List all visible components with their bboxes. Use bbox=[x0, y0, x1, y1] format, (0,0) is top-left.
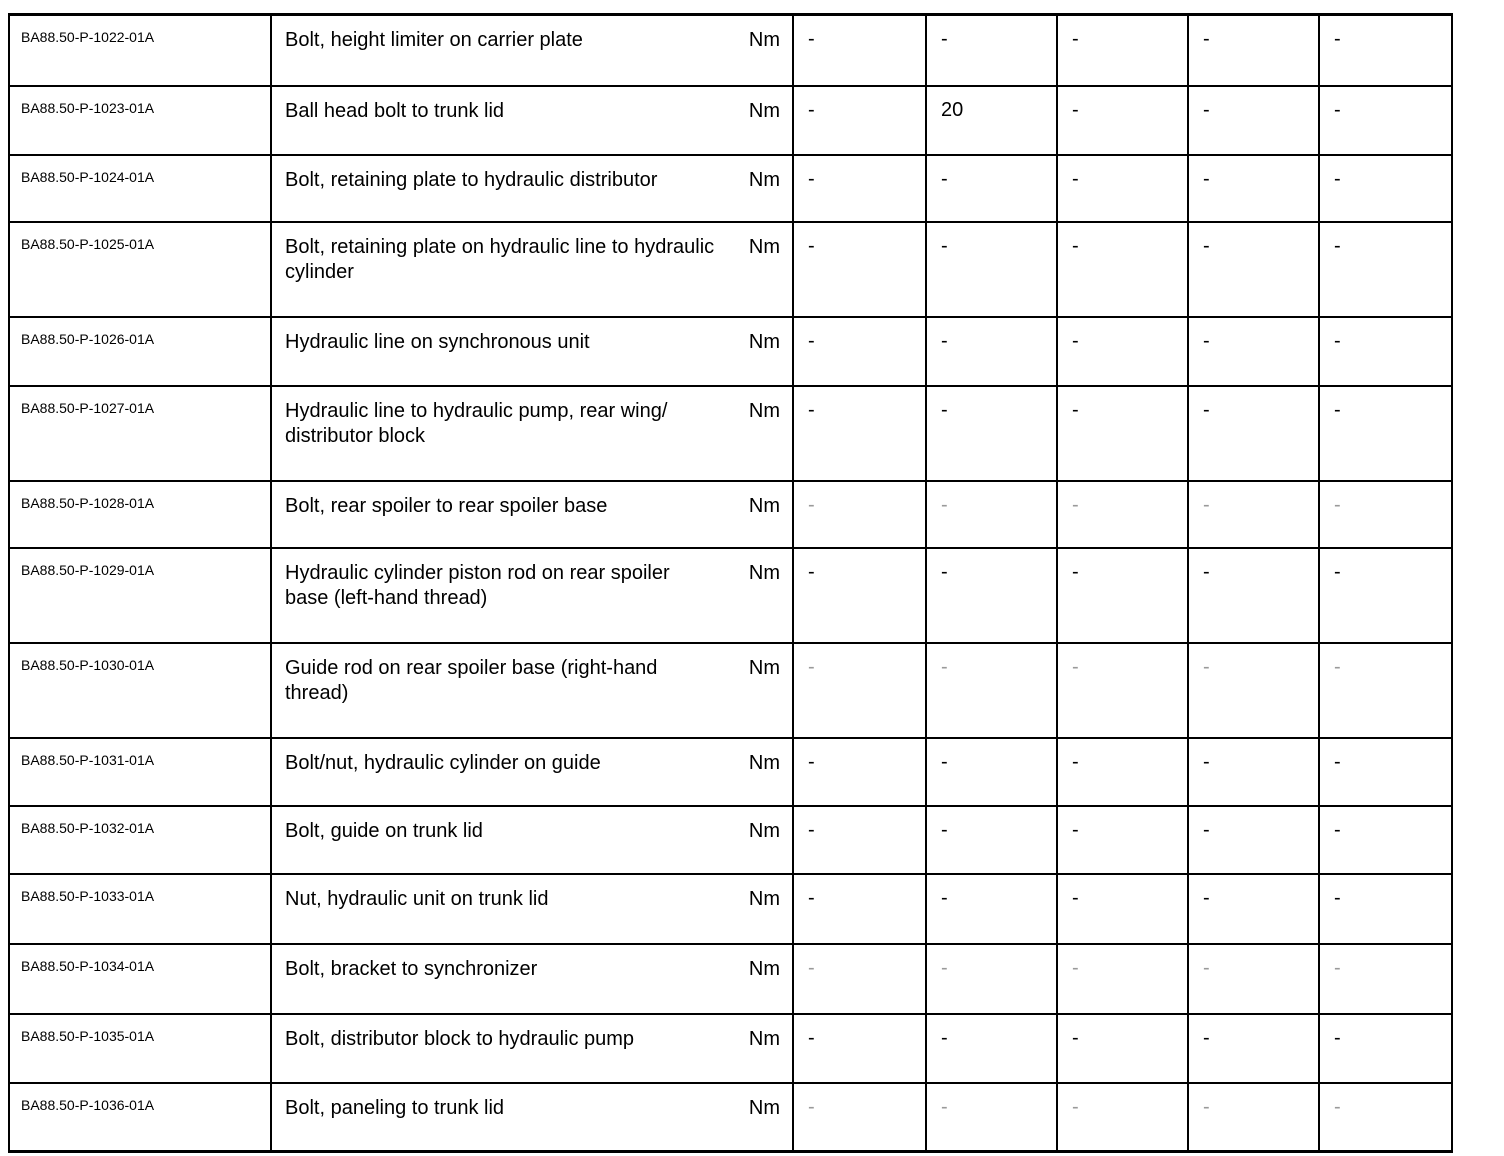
value-cell: - bbox=[1188, 386, 1319, 481]
description-cell bbox=[271, 155, 793, 222]
part-code: BA88.50-P-1023-01A bbox=[9, 86, 271, 155]
value-cell: - bbox=[1188, 155, 1319, 222]
value-cell: - bbox=[1188, 548, 1319, 643]
table-row bbox=[9, 481, 1452, 548]
value-cell: - bbox=[793, 1014, 926, 1083]
part-code: BA88.50-P-1036-01A bbox=[9, 1083, 271, 1152]
value-cell: - bbox=[926, 15, 1057, 86]
value-cell: - bbox=[1057, 944, 1188, 1014]
unit-label: Nm bbox=[748, 656, 780, 679]
table-row bbox=[9, 548, 1452, 643]
value-cell: - bbox=[1188, 738, 1319, 806]
table-row bbox=[9, 155, 1452, 222]
value-cell: - bbox=[1057, 1083, 1188, 1152]
value-cell: - bbox=[1319, 15, 1452, 86]
table-row bbox=[9, 222, 1452, 317]
value-cell: - bbox=[1057, 1014, 1188, 1083]
value-cell: - bbox=[793, 738, 926, 806]
value-cell: - bbox=[793, 874, 926, 944]
value-cell: - bbox=[1057, 386, 1188, 481]
value-cell: - bbox=[926, 386, 1057, 481]
value-cell: - bbox=[1319, 86, 1452, 155]
value-cell: - bbox=[926, 548, 1057, 643]
value-cell: - bbox=[1319, 155, 1452, 222]
description-text: Hydraulic line to hydraulic pump, rear wing/ distributor block bbox=[285, 399, 668, 447]
value-cell: - bbox=[1188, 1083, 1319, 1152]
unit-label: Nm bbox=[748, 494, 780, 517]
value-cell: - bbox=[1319, 548, 1452, 643]
table-row bbox=[9, 15, 1452, 86]
value-cell: - bbox=[1319, 643, 1452, 738]
value-cell: - bbox=[1057, 738, 1188, 806]
part-code: BA88.50-P-1035-01A bbox=[9, 1014, 271, 1083]
part-code: BA88.50-P-1026-01A bbox=[9, 317, 271, 386]
value-cell: - bbox=[1057, 481, 1188, 548]
description-text: Bolt, retaining plate to hydraulic distributor bbox=[285, 168, 658, 191]
description-text: Hydraulic cylinder piston rod on rear spoiler base (left-hand thread) bbox=[285, 561, 670, 609]
value-cell: - bbox=[926, 155, 1057, 222]
unit-label: Nm bbox=[748, 887, 780, 910]
value-cell: - bbox=[1057, 548, 1188, 643]
value-cell: - bbox=[1319, 738, 1452, 806]
description-cell bbox=[271, 874, 793, 944]
value-cell: - bbox=[926, 317, 1057, 386]
value-cell: - bbox=[793, 1083, 926, 1152]
unit-label: Nm bbox=[748, 957, 780, 980]
description-cell bbox=[271, 1083, 793, 1152]
value-cell: - bbox=[1188, 481, 1319, 548]
value-cell: 20 bbox=[926, 86, 1057, 155]
value-cell: - bbox=[926, 806, 1057, 874]
value-cell: - bbox=[1057, 86, 1188, 155]
table-row bbox=[9, 944, 1452, 1014]
value-cell: - bbox=[793, 944, 926, 1014]
table-row bbox=[9, 806, 1452, 874]
table-row bbox=[9, 1014, 1452, 1083]
value-cell: - bbox=[1057, 806, 1188, 874]
value-cell: - bbox=[1319, 806, 1452, 874]
unit-label: Nm bbox=[748, 399, 780, 422]
part-code: BA88.50-P-1022-01A bbox=[9, 15, 271, 86]
value-cell: - bbox=[1319, 1014, 1452, 1083]
table-row bbox=[9, 874, 1452, 944]
value-cell: - bbox=[1188, 643, 1319, 738]
table-row bbox=[9, 643, 1452, 738]
value-cell: - bbox=[1057, 874, 1188, 944]
value-cell: - bbox=[1057, 643, 1188, 738]
description-text: Bolt, paneling to trunk lid bbox=[285, 1096, 505, 1119]
description-cell bbox=[271, 481, 793, 548]
value-cell: - bbox=[1188, 317, 1319, 386]
description-cell bbox=[271, 86, 793, 155]
description-text: Hydraulic line on synchronous unit bbox=[285, 330, 590, 353]
description-cell bbox=[271, 317, 793, 386]
table-row bbox=[9, 86, 1452, 155]
value-cell: - bbox=[793, 317, 926, 386]
value-cell: - bbox=[926, 738, 1057, 806]
description-text: Nut, hydraulic unit on trunk lid bbox=[285, 887, 549, 910]
value-cell: - bbox=[1188, 874, 1319, 944]
part-code: BA88.50-P-1029-01A bbox=[9, 548, 271, 643]
part-code: BA88.50-P-1031-01A bbox=[9, 738, 271, 806]
description-cell bbox=[271, 806, 793, 874]
description-text: Bolt, bracket to synchronizer bbox=[285, 957, 538, 980]
table-row bbox=[9, 386, 1452, 481]
value-cell: - bbox=[793, 15, 926, 86]
value-cell: - bbox=[1188, 222, 1319, 317]
table-row bbox=[9, 317, 1452, 386]
value-cell: - bbox=[926, 874, 1057, 944]
value-cell: - bbox=[926, 944, 1057, 1014]
value-cell: - bbox=[1057, 317, 1188, 386]
unit-label: Nm bbox=[748, 1027, 780, 1050]
value-cell: - bbox=[793, 481, 926, 548]
part-code: BA88.50-P-1028-01A bbox=[9, 481, 271, 548]
description-cell bbox=[271, 548, 793, 643]
description-text: Ball head bolt to trunk lid bbox=[285, 99, 505, 122]
part-code: BA88.50-P-1025-01A bbox=[9, 222, 271, 317]
torque-spec-table bbox=[8, 13, 1453, 1153]
value-cell: - bbox=[793, 155, 926, 222]
part-code: BA88.50-P-1024-01A bbox=[9, 155, 271, 222]
table-row bbox=[9, 1083, 1452, 1152]
description-cell bbox=[271, 386, 793, 481]
value-cell: - bbox=[1188, 944, 1319, 1014]
value-cell: - bbox=[926, 481, 1057, 548]
table-row bbox=[9, 738, 1452, 806]
unit-label: Nm bbox=[748, 29, 780, 51]
unit-label: Nm bbox=[748, 235, 780, 258]
value-cell: - bbox=[1057, 15, 1188, 86]
value-cell: - bbox=[793, 222, 926, 317]
unit-label: Nm bbox=[748, 751, 780, 774]
value-cell: - bbox=[1188, 1014, 1319, 1083]
value-cell: - bbox=[926, 643, 1057, 738]
value-cell: - bbox=[1319, 222, 1452, 317]
description-text: Bolt, distributor block to hydraulic pump bbox=[285, 1027, 635, 1050]
value-cell: - bbox=[793, 386, 926, 481]
description-text: Bolt, retaining plate on hydraulic line to hydraulic cylinder bbox=[285, 235, 715, 283]
value-cell: - bbox=[1319, 1083, 1452, 1152]
description-cell bbox=[271, 944, 793, 1014]
value-cell: - bbox=[926, 222, 1057, 317]
value-cell: - bbox=[926, 1083, 1057, 1152]
value-cell: - bbox=[1319, 317, 1452, 386]
value-cell: - bbox=[793, 806, 926, 874]
description-cell bbox=[271, 738, 793, 806]
unit-label: Nm bbox=[748, 168, 780, 191]
value-cell: - bbox=[1057, 222, 1188, 317]
value-cell: - bbox=[793, 86, 926, 155]
description-cell bbox=[271, 1014, 793, 1083]
description-text: Bolt, height limiter on carrier plate bbox=[285, 29, 583, 51]
unit-label: Nm bbox=[748, 1096, 780, 1119]
value-cell: - bbox=[926, 1014, 1057, 1083]
description-cell bbox=[271, 15, 793, 86]
value-cell: - bbox=[1319, 481, 1452, 548]
value-cell: - bbox=[1188, 15, 1319, 86]
value-cell: - bbox=[1188, 806, 1319, 874]
value-cell: - bbox=[1319, 944, 1452, 1014]
value-cell: - bbox=[1319, 386, 1452, 481]
description-cell bbox=[271, 643, 793, 738]
part-code: BA88.50-P-1032-01A bbox=[9, 806, 271, 874]
value-cell: - bbox=[1319, 874, 1452, 944]
description-text: Bolt/nut, hydraulic cylinder on guide bbox=[285, 751, 601, 774]
description-text: Bolt, rear spoiler to rear spoiler base bbox=[285, 494, 608, 517]
unit-label: Nm bbox=[748, 330, 780, 353]
part-code: BA88.50-P-1027-01A bbox=[9, 386, 271, 481]
part-code: BA88.50-P-1033-01A bbox=[9, 874, 271, 944]
unit-label: Nm bbox=[748, 561, 780, 584]
description-text: Bolt, guide on trunk lid bbox=[285, 819, 483, 842]
value-cell: - bbox=[793, 643, 926, 738]
description-cell bbox=[271, 222, 793, 317]
value-cell: - bbox=[1188, 86, 1319, 155]
unit-label: Nm bbox=[748, 99, 780, 122]
description-text: Guide rod on rear spoiler base (right-hand thread) bbox=[285, 656, 658, 704]
value-cell: - bbox=[1057, 155, 1188, 222]
part-code: BA88.50-P-1030-01A bbox=[9, 643, 271, 738]
part-code: BA88.50-P-1034-01A bbox=[9, 944, 271, 1014]
value-cell: - bbox=[793, 548, 926, 643]
unit-label: Nm bbox=[748, 819, 780, 842]
